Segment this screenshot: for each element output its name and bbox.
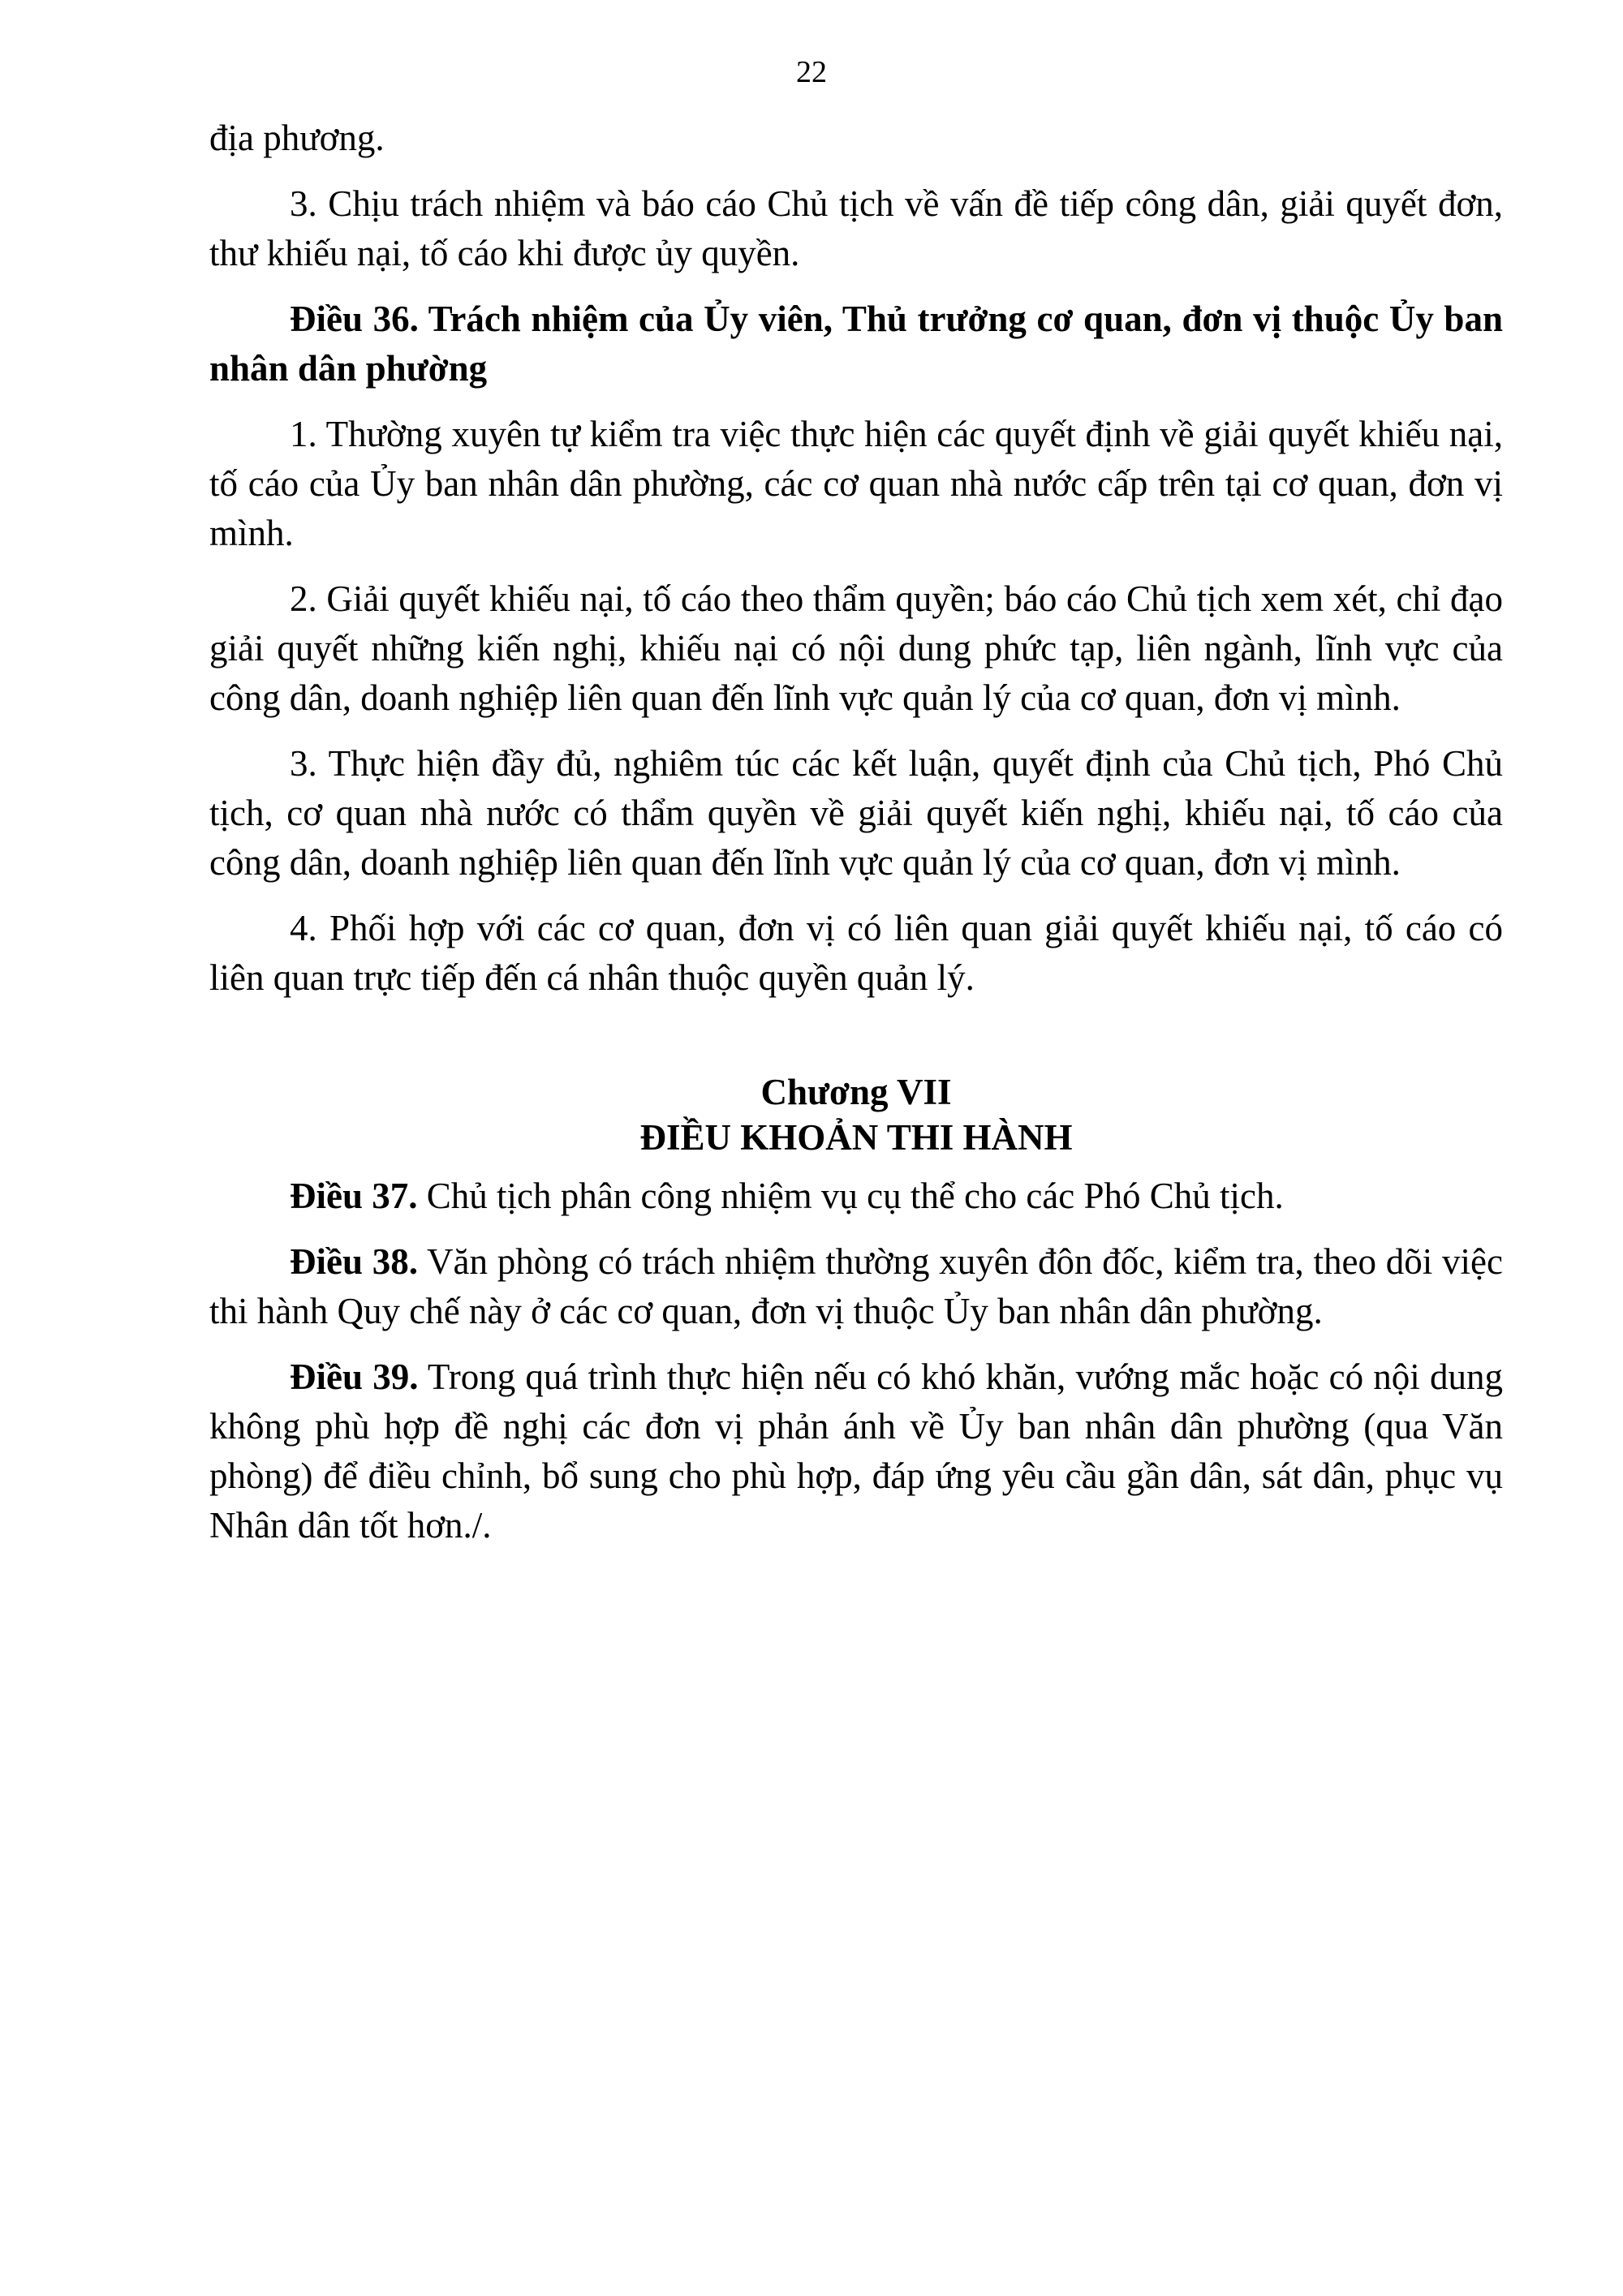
article-37 bbox=[209, 1172, 1503, 1221]
chapter-title: ĐIỀU KHOẢN THI HÀNH bbox=[639, 1117, 1073, 1158]
article-37-text: Chủ tịch phân công nhiệm vụ cụ thể cho các Phó Chủ tịch. bbox=[417, 1176, 1284, 1216]
article-36-clause-1: 1. Thường xuyên tự kiểm tra việc thực hiện các quyết định về giải quyết khiếu nại, tố cáo của Ủy ban nhân dân phường, các cơ quan nhà nước cấp trên tại cơ quan, đơn vị mình. bbox=[209, 414, 1503, 553]
article-38-label: Điều 38. bbox=[290, 1241, 419, 1282]
article-36-clause-4: 4. Phối hợp với các cơ quan, đơn vị có liên quan giải quyết khiếu nại, tố cáo có liên quan trực tiếp đến cá nhân thuộc quyền quản lý. bbox=[209, 908, 1503, 998]
chapter-number: Chương VII bbox=[760, 1072, 952, 1112]
article-39 bbox=[209, 1352, 1503, 1550]
document-body bbox=[209, 114, 1503, 1567]
article-39-text: Trong quá trình thực hiện nếu có khó khăn, vướng mắc hoặc có nội dung không phù hợp đề nghị các đơn vị phản ánh về Ủy ban nhân dân phường (qua Văn phòng) để điều chỉnh, bổ sung cho phù hợp, đáp ứng yêu cầu gần dân, sát dân, phục vụ Nhân dân tốt hơn./. bbox=[209, 1357, 1504, 1546]
article-38-text: Văn phòng có trách nhiệm thường xuyên đôn đốc, kiểm tra, theo dõi việc thi hành Quy chế này ở các cơ quan, đơn vị thuộc Ủy ban nhân dân phường. bbox=[209, 1241, 1503, 1331]
article-36-heading: Điều 36. Trách nhiệm của Ủy viên, Thủ trưởng cơ quan, đơn vị thuộc Ủy ban nhân dân phường bbox=[209, 299, 1503, 389]
article-36-clause-3: 3. Thực hiện đầy đủ, nghiêm túc các kết luận, quyết định của Chủ tịch, Phó Chủ tịch, cơ quan nhà nước có thẩm quyền về giải quyết kiến nghị, khiếu nại, tố cáo của công dân, doanh nghiệp liên quan đến lĩnh vực quản lý của cơ quan, đơn vị mình. bbox=[209, 743, 1503, 883]
article-37-label: Điều 37. bbox=[290, 1176, 418, 1216]
page-number: 22 bbox=[796, 55, 827, 89]
paragraph-continuation: địa phương. bbox=[209, 118, 385, 158]
article-38 bbox=[209, 1237, 1503, 1336]
article-39-label: Điều 39. bbox=[290, 1357, 419, 1397]
chapter-heading bbox=[209, 1069, 1503, 1160]
article-36-clause-2: 2. Giải quyết khiếu nại, tố cáo theo thẩm quyền; báo cáo Chủ tịch xem xét, chỉ đạo giải quyết những kiến nghị, khiếu nại có nội dung phức tạp, liên ngành, lĩnh vực của công dân, doanh nghiệp liên quan đến lĩnh vực quản lý của cơ quan, đơn vị mình. bbox=[209, 578, 1503, 718]
paragraph-clause-3: 3. Chịu trách nhiệm và báo cáo Chủ tịch về vấn đề tiếp công dân, giải quyết đơn, thư khiếu nại, tố cáo khi được ủy quyền. bbox=[209, 183, 1503, 273]
